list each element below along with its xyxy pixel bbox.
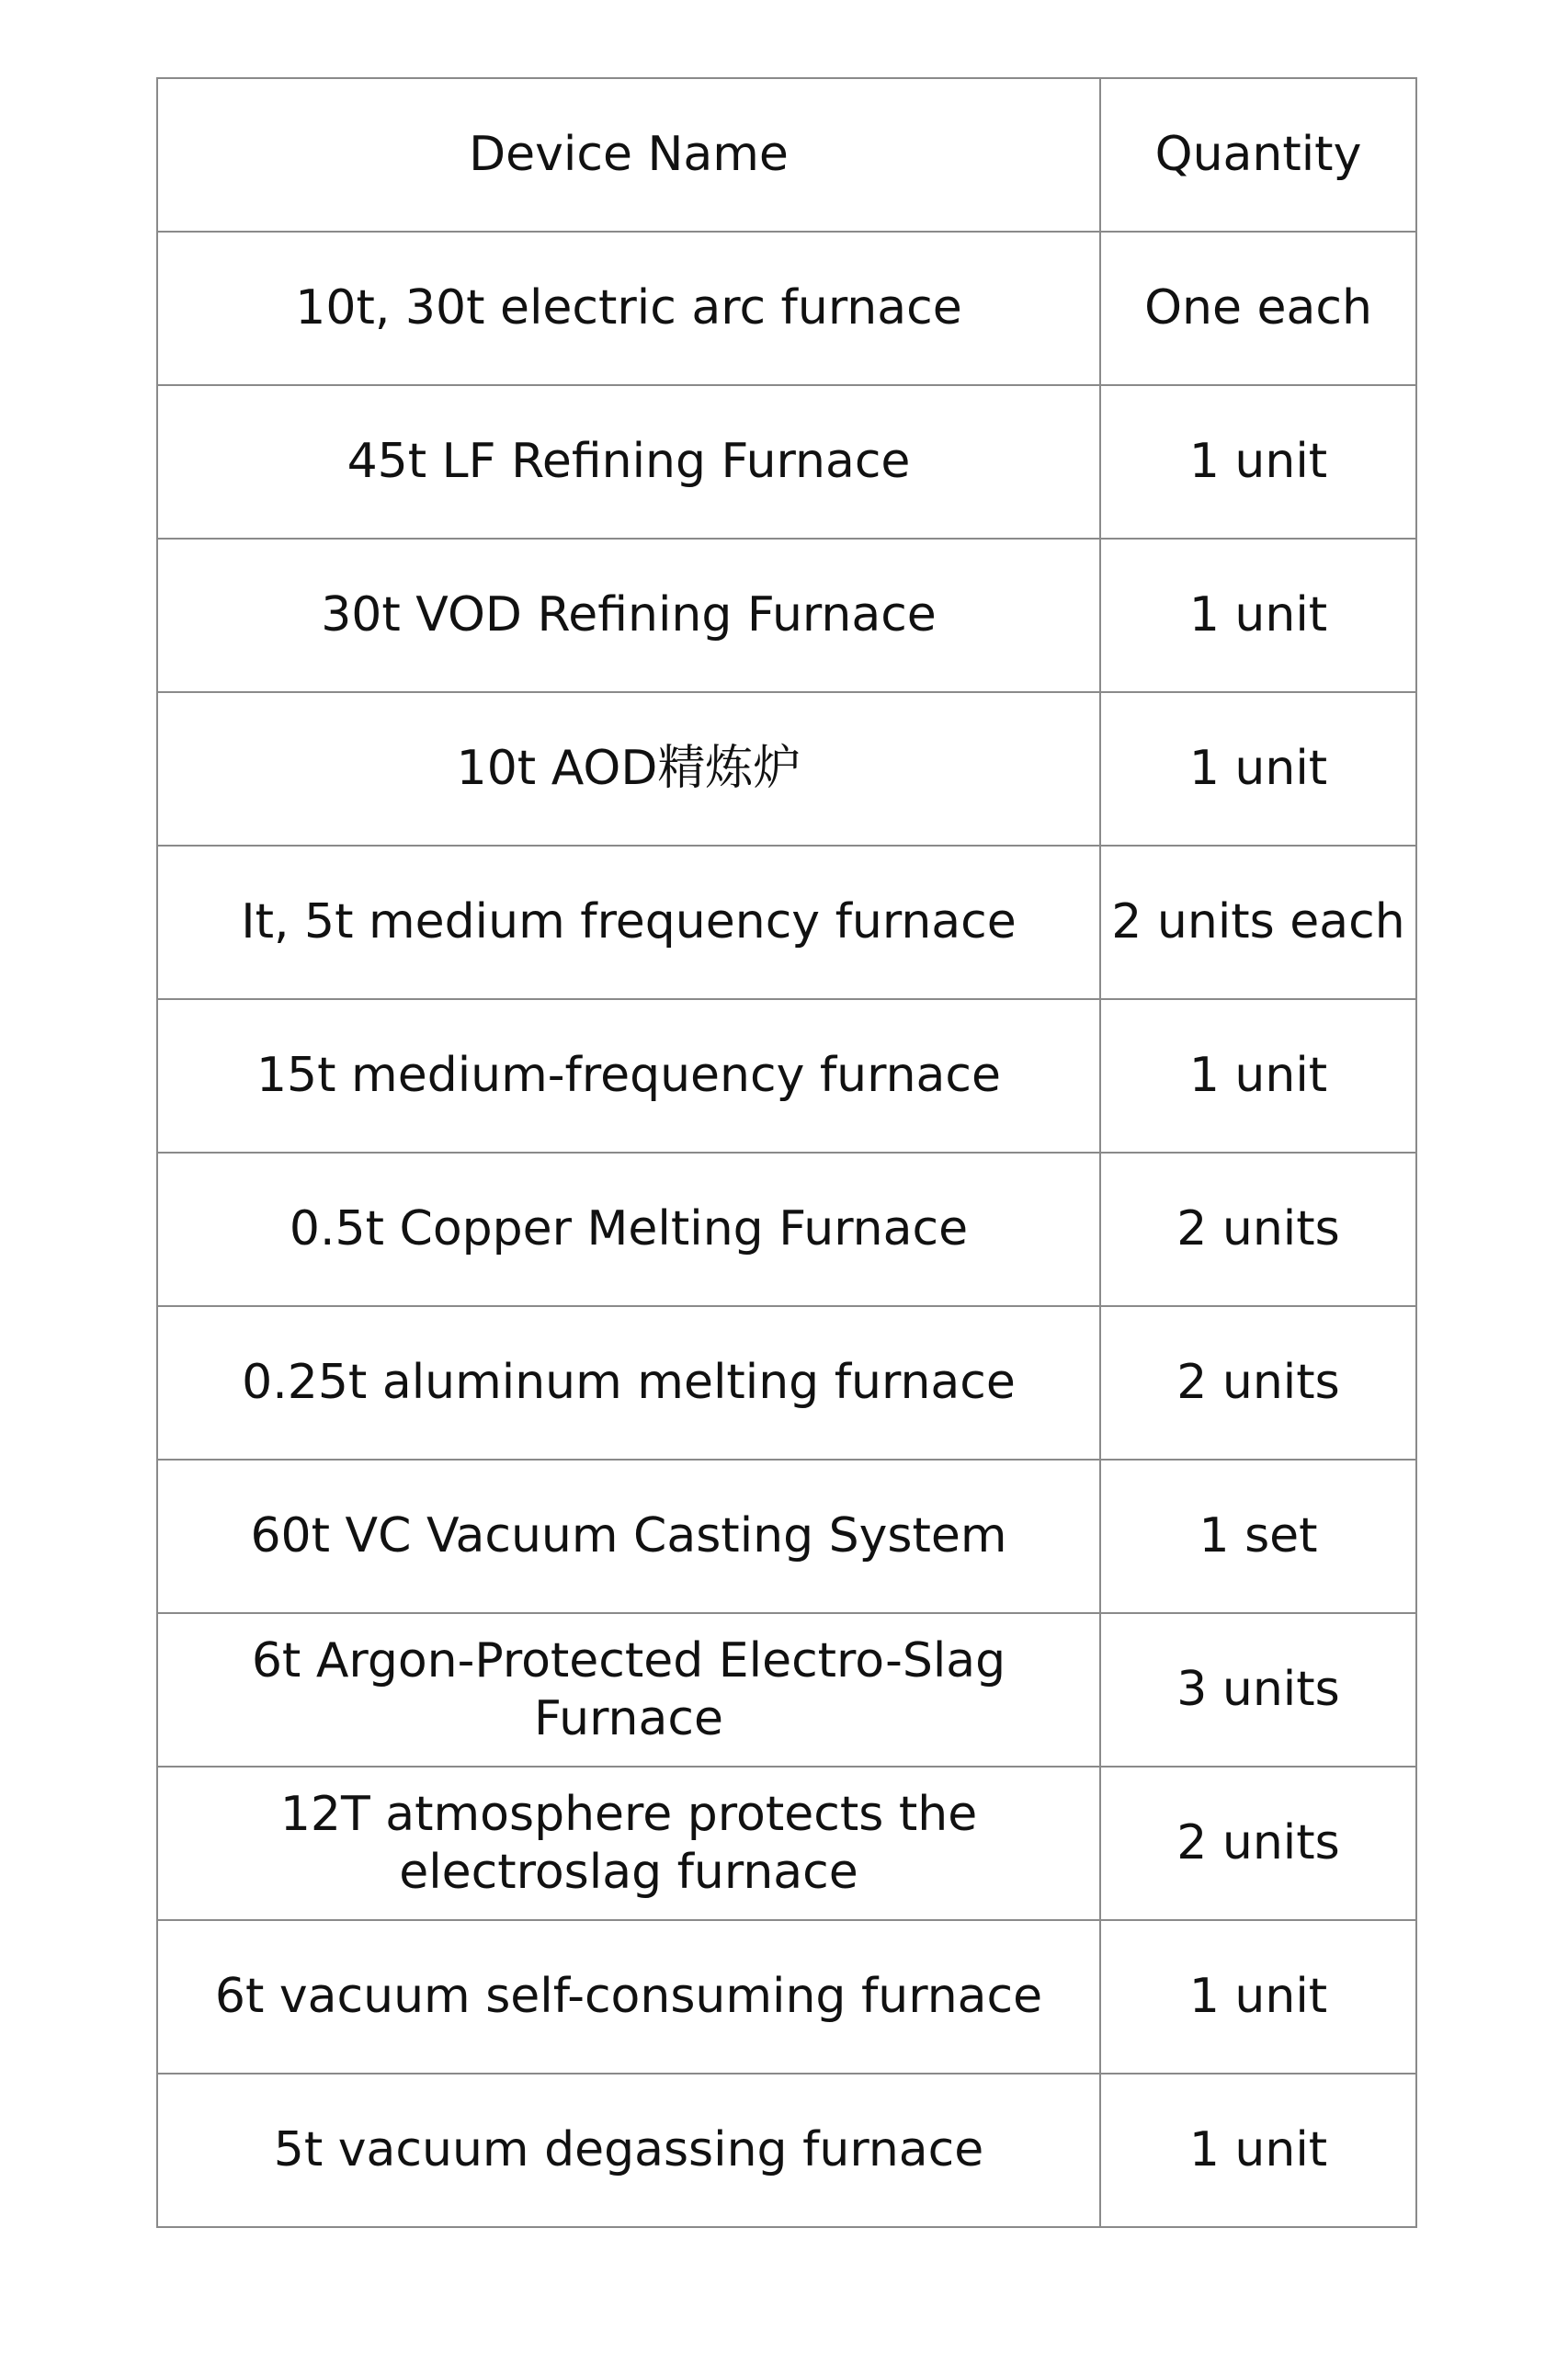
device-name-cell: 10t AOD精炼炉: [157, 692, 1100, 846]
quantity-cell: 2 units each: [1100, 846, 1416, 999]
device-name-cell: 6t Argon-Protected Electro-Slag Furnace: [157, 1613, 1100, 1767]
device-name-cell: 10t, 30t electric arc furnace: [157, 232, 1100, 385]
table-row: [157, 232, 1416, 385]
device-name-cell: 0.5t Copper Melting Furnace: [157, 1153, 1100, 1306]
quantity-cell: 2 units: [1100, 1306, 1416, 1460]
equipment-table: [156, 77, 1417, 2228]
device-name-cell: 45t LF Refining Furnace: [157, 385, 1100, 539]
device-name-cell: 12T atmosphere protects the electroslag furnace: [157, 1767, 1100, 1920]
table-row: [157, 846, 1416, 999]
quantity-cell: 1 unit: [1100, 385, 1416, 539]
device-name-cell: 5t vacuum degassing furnace: [157, 2074, 1100, 2227]
quantity-cell: 2 units: [1100, 1153, 1416, 1306]
table-row: [157, 539, 1416, 692]
table-row: [157, 1460, 1416, 1613]
device-name-cell: 6t vacuum self-consuming furnace: [157, 1920, 1100, 2074]
device-name-cell: 60t VC Vacuum Casting System: [157, 1460, 1100, 1613]
table-header-row: [157, 78, 1416, 232]
table-row: [157, 1153, 1416, 1306]
quantity-header: Quantity: [1100, 78, 1416, 232]
device-name-cell: 15t medium-frequency furnace: [157, 999, 1100, 1153]
quantity-cell: 3 units: [1100, 1613, 1416, 1767]
quantity-cell: 1 unit: [1100, 999, 1416, 1153]
table-row: [157, 385, 1416, 539]
device-name-cell: 30t VOD Refining Furnace: [157, 539, 1100, 692]
quantity-cell: 1 set: [1100, 1460, 1416, 1613]
table-row: [157, 692, 1416, 846]
table-row: [157, 1767, 1416, 1920]
device-name-cell: It, 5t medium frequency furnace: [157, 846, 1100, 999]
table-row: [157, 1306, 1416, 1460]
quantity-cell: 2 units: [1100, 1767, 1416, 1920]
table-row: [157, 999, 1416, 1153]
quantity-cell: 1 unit: [1100, 1920, 1416, 2074]
quantity-cell: 1 unit: [1100, 692, 1416, 846]
table-row: [157, 1920, 1416, 2074]
table-row: [157, 2074, 1416, 2227]
table-row: [157, 1613, 1416, 1767]
device-name-cell: 0.25t aluminum melting furnace: [157, 1306, 1100, 1460]
device-name-header: Device Name: [157, 78, 1100, 232]
quantity-cell: 1 unit: [1100, 2074, 1416, 2227]
quantity-cell: One each: [1100, 232, 1416, 385]
quantity-cell: 1 unit: [1100, 539, 1416, 692]
